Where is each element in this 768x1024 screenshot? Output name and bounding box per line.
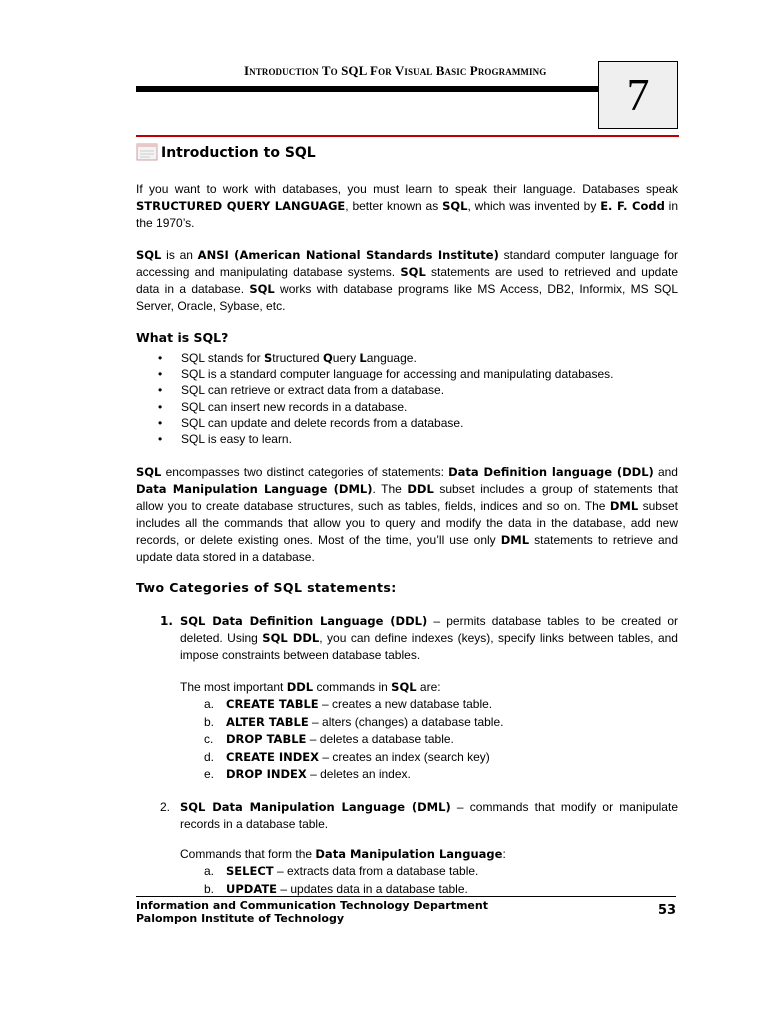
chapter-number-box (598, 61, 678, 129)
item-1-number: 1. (160, 614, 173, 628)
section-title: Introduction to SQL (161, 145, 316, 161)
ddl-commands-intro: The most important DDL commands in SQL are: (180, 680, 441, 694)
list-item: a. CREATE TABLE – creates a new database table. (204, 697, 493, 711)
list-item: • SQL can update and delete records from a database. (136, 415, 678, 431)
list-item: d. CREATE INDEX – creates an index (search key) (204, 749, 490, 764)
intro-paragraph-2: SQL is an ANSI (American National Standards Institute) standard computer language for accessing and manipulating database systems. SQL statements are used to retrieved and update data in a database. SQL works with database programs like MS Access, DB2, Informix, MS SQL Server, Oracle, Sybase, etc. (136, 248, 678, 313)
item-2-number: 2. (160, 800, 171, 814)
footer-institute: Palompon Institute of Technology (136, 912, 344, 925)
list-item: • SQL can retrieve or extract data from a database. (136, 382, 678, 398)
what-is-sql-list (136, 350, 678, 447)
categories-paragraph: SQL encompasses two distinct categories of statements: Data Definition language (DDL) and Data Manipulation Language (DML). The DDL subset includes a group of statements that allow you to create database structures, such as tables, fields, indices and so on. The DML subset includes all the commands that allow you to query and modify the data in the database, add new records, or delete existing ones. Most of the time, you’ll use only DML statements to retrieve and update data stored in a database. (136, 465, 678, 564)
two-categories-heading: Two Categories of SQL statements: (136, 580, 397, 595)
page-number: 53 (658, 903, 677, 918)
header-rule (136, 86, 598, 92)
dml-description: SQL Data Manipulation Language (DML) – commands that modify or manipulate records in a database table. (180, 800, 678, 831)
intro-paragraph-1: If you want to work with databases, you must learn to speak their language. Databases speak STRUCTURED QUERY LANGUAGE, better known as SQL, which was invented by E. F. Codd in the 1970’s. (136, 182, 679, 230)
footer-department: Information and Communication Technology Department (136, 899, 488, 912)
footer-rule (136, 896, 676, 897)
ddl-commands-list (204, 696, 503, 784)
dml-commands-intro: Commands that form the Data Manipulation Language: (180, 847, 506, 861)
list-item: • SQL can insert new records in a database. (136, 399, 678, 415)
list-item: b. ALTER TABLE – alters (changes) a database table. (204, 714, 504, 729)
list-item: c. DROP TABLE – deletes a database table. (204, 732, 454, 746)
list-item: • SQL stands for Structured Query Language. (136, 350, 678, 366)
chapter-number: 7 (626, 69, 650, 120)
document-icon (136, 142, 158, 162)
list-item: e. DROP INDEX – deletes an index. (204, 767, 411, 781)
list-item: • SQL is a standard computer language for accessing and manipulating databases. (136, 366, 678, 382)
list-item: • SQL is easy to learn. (136, 431, 678, 447)
list-item: b. UPDATE – updates data in a database table. (204, 881, 468, 896)
list-item: a. SELECT – extracts data from a database table. (204, 864, 479, 878)
dml-commands-list (204, 863, 478, 898)
running-header-title: Introduction To SQL For Visual Basic Programming (244, 63, 547, 78)
header-red-rule (136, 135, 679, 137)
what-is-sql-heading: What is SQL? (136, 330, 229, 345)
ddl-description: SQL Data Definition Language (DDL) – permits database tables to be created or deleted. Using SQL DDL, you can define indexes (keys), specify links between tables, and impose constraints between database tables. (180, 614, 678, 662)
